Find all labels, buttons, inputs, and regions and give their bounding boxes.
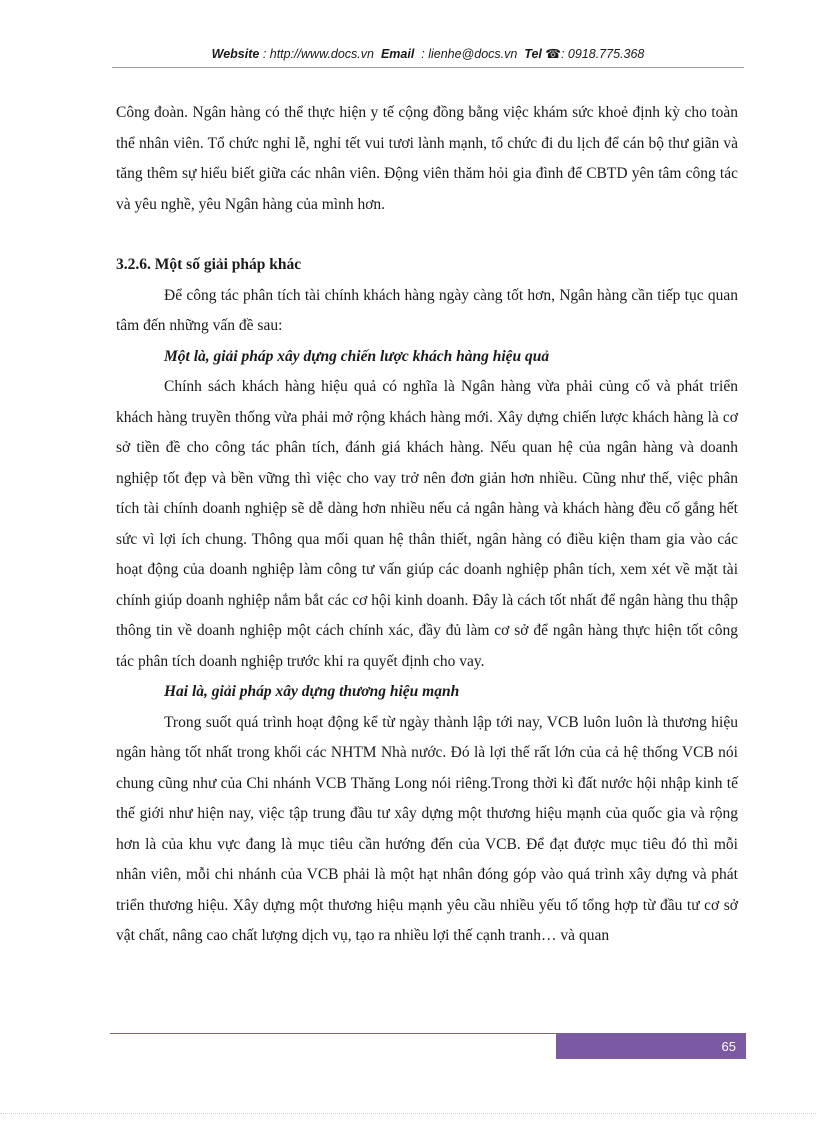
- paragraph-2: Để công tác phân tích tài chính khách hàng ngày càng tốt hơn, Ngân hàng cần tiếp tục quan tâm đến những vấn đề sau:: [116, 286, 738, 334]
- paragraph-1: Công đoàn. Ngân hàng có thể thực hiện y tế cộng đồng bằng việc khám sức khoẻ định kỳ cho toàn thể nhân viên. Tổ chức nghỉ lễ, nghỉ tết vui tươi lành mạnh, tổ chức đi du lịch để cán bộ thư giãn và tăng thêm sự hiểu biết giữa các nhân viên. Động viên thăm hỏi gia đình để CBTD yên tâm công tác và yêu nghề, yêu Ngân hàng của mình hơn.: [116, 104, 738, 213]
- telephone-icon: ☎: [545, 47, 561, 61]
- subheading-2: Hai là, giải pháp xây dựng thương hiệu mạnh: [164, 683, 460, 700]
- page-number: 65: [556, 1034, 746, 1059]
- header-divider: [112, 67, 744, 68]
- document-body: [116, 98, 738, 952]
- page-edge: [0, 1113, 816, 1114]
- paragraph-3: Chính sách khách hàng hiệu quả có nghĩa là Ngân hàng vừa phải củng cố và phát triển khách hàng truyền thống vừa phải mở rộng khách hàng mới. Xây dựng chiến lược khách hàng là cơ sở tiền đề cho công tác phân tích, đánh giá khách hàng. Nếu quan hệ của ngân hàng và doanh nghiệp tốt đẹp và bền vững thì việc cho vay trở nên đơn giản hơn nhiều. Cũng như thế, việc phân tích tài chính doanh nghiệp sẽ dễ dàng hơn nhiều nếu cả ngân hàng và khách hàng đều cố gắng hết sức vì lợi ích chung. Thông qua mối quan hệ thân thiết, ngân hàng có điều kiện tham gia vào các hoạt động của doanh nghiệp làm công tư vấn giúp các doanh nghiệp phân tích, xem xét về mặt tài chính giúp doanh nghiệp nắm bắt các cơ hội kinh doanh. Đây là cách tốt nhất để ngân hàng thu thập thông tin về doanh nghiệp một cách chính xác, đầy đủ làm cơ sở để ngân hàng thực hiện tốt công tác phân tích doanh nghiệp trước khi ra quyết định cho vay.: [116, 378, 738, 670]
- website-label: Website: [211, 47, 260, 61]
- paragraph-4: Trong suốt quá trình hoạt động kể từ ngày thành lập tới nay, VCB luôn luôn là thương hiệu ngân hàng tốt nhất trong khối các NHTM Nhà nước. Đó là lợi thế rất lớn của cả hệ thống VCB nói chung cũng như của Chi nhánh VCB Thăng Long nói riêng.Trong thời kì đất nước hội nhập kinh tế thế giới như hiện nay, việc tập trung đầu tư xây dựng một thương hiệu mạnh của quốc gia và rộng hơn là của khu vực đang là mục tiêu cần hướng đến của VCB. Để đạt được mục tiêu đó thì mỗi nhân viên, mỗi chi nhánh của VCB phải là một hạt nhân đóng góp vào quá trình xây dựng và phát triển thương hiệu. Xây dựng một thương hiệu mạnh yêu cầu nhiều yếu tố tổng hợp từ đầu tư cơ sở vật chất, nâng cao chất lượng dịch vụ, tạo ra nhiều lợi thế cạnh tranh… và quan: [116, 713, 738, 944]
- subheading-1: Một là, giải pháp xây dựng chiến lược khách hàng hiệu quả: [164, 347, 550, 365]
- tel-label: Tel: [524, 47, 542, 61]
- page-header: [112, 46, 744, 61]
- email-label: Email: [380, 47, 415, 61]
- tel-value: : 0918.775.368: [560, 47, 645, 61]
- website-value: : http://www.docs.vn: [262, 47, 374, 61]
- section-heading: 3.2.6. Một số giải pháp khác: [116, 256, 302, 273]
- email-value: : lienhe@docs.vn: [421, 47, 518, 61]
